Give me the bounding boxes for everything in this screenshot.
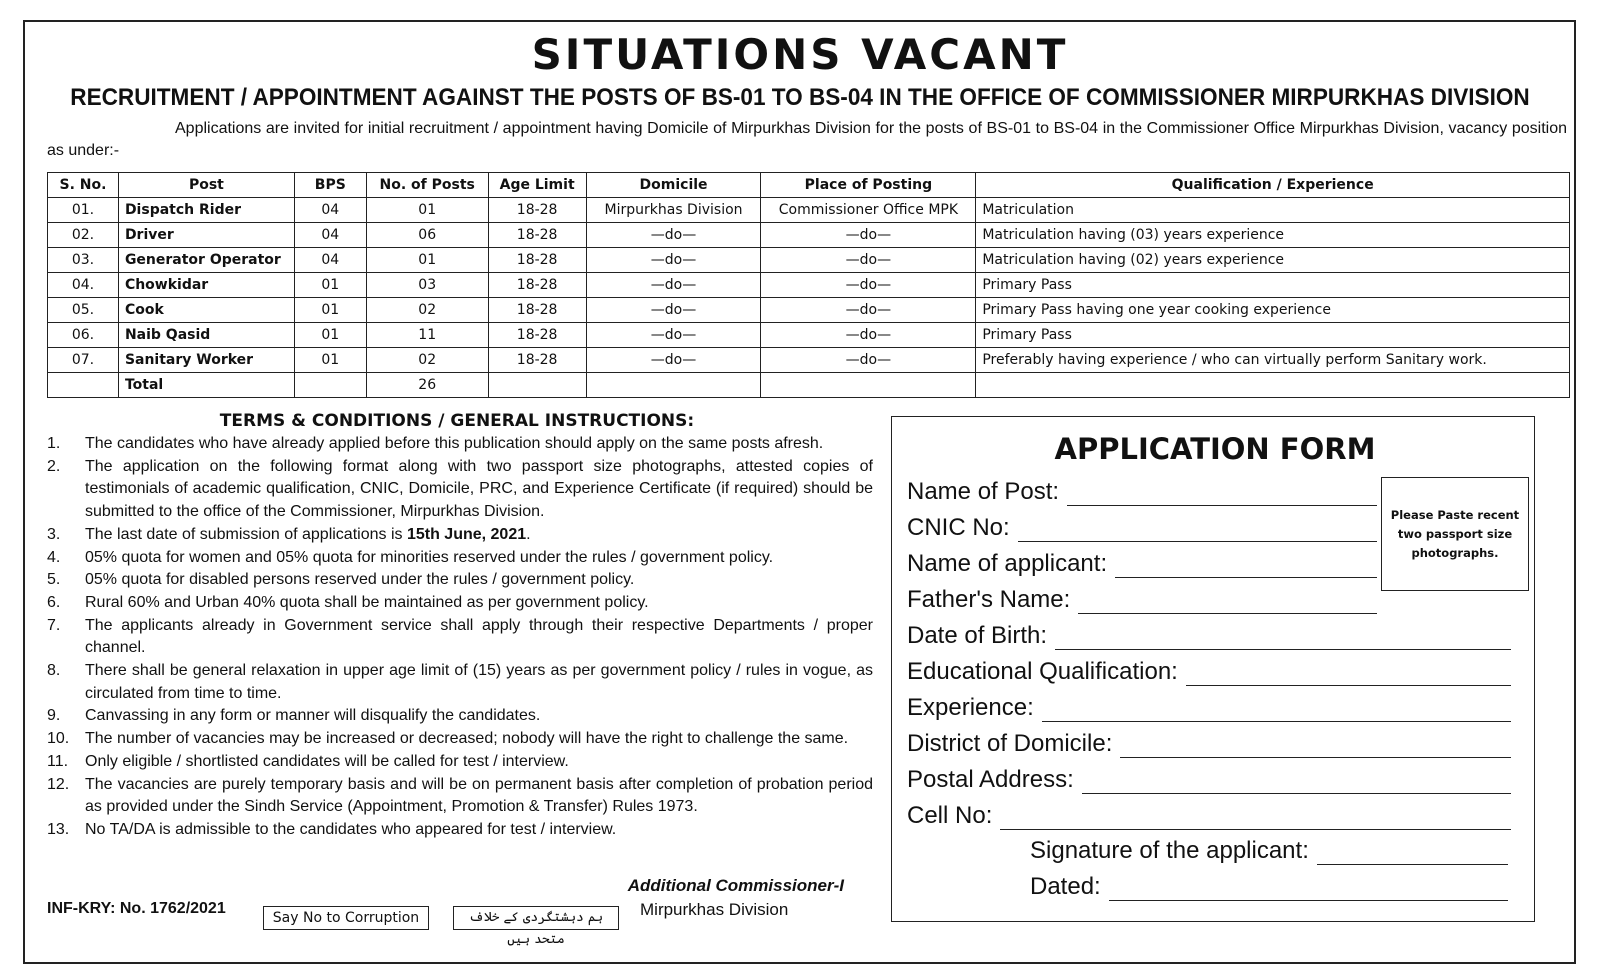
cell-posts: 01: [366, 198, 488, 223]
cell-sno: 04.: [48, 273, 119, 298]
term-number: 13.: [47, 820, 70, 838]
column-header: Qualification / Experience: [976, 173, 1570, 198]
table-row: [48, 248, 1570, 273]
cell-posting: —do—: [761, 273, 976, 298]
field-label: District of Domicile:: [907, 730, 1113, 757]
field-line: [1042, 697, 1511, 722]
term-item: [47, 774, 873, 819]
intro-paragraph: Applications are invited for initial recruitment / appointment having Domicile of Mirpurkhas Division for the posts of BS-01 to BS-04 in the Commissioner Office Mirpurkhas Division, vacancy position as under:-: [47, 120, 1567, 159]
field-label: Name of applicant:: [907, 550, 1108, 577]
term-item: [47, 615, 873, 660]
field-label: CNIC No:: [907, 514, 1010, 541]
field-line: [1000, 805, 1511, 830]
cell-posts: 02: [366, 348, 488, 373]
term-item: [47, 751, 873, 774]
cell-empty: [976, 373, 1570, 398]
term-text: The applicants already in Government service shall apply through their respective Departments / proper channel.: [85, 616, 873, 657]
cell-domicile: —do—: [586, 223, 761, 248]
cell-age: 18-28: [488, 223, 586, 248]
cell-sno: 01.: [48, 198, 119, 223]
field-line: [1055, 625, 1511, 650]
cell-posting: —do—: [761, 323, 976, 348]
cell-qualification: Primary Pass: [976, 273, 1570, 298]
field-label: Experience:: [907, 694, 1034, 721]
form-field-dob: [907, 618, 1511, 650]
field-line: [1067, 481, 1377, 506]
vacancy-table: [47, 172, 1570, 398]
page-title: SITUATIONS VACANT: [531, 30, 1069, 79]
term-text: 05% quota for disabled persons reserved under the rules / government policy.: [85, 571, 635, 589]
cell-empty: [586, 373, 761, 398]
form-field-domicile: [907, 726, 1511, 758]
cell-qualification: Matriculation having (03) years experience: [976, 223, 1570, 248]
table-row: [48, 298, 1570, 323]
cell-qualification: Primary Pass: [976, 323, 1570, 348]
cell-post: Cook: [118, 298, 294, 323]
term-text: Only eligible / shortlisted candidates will be called for test / interview.: [85, 752, 569, 770]
form-field-father-name: [907, 582, 1377, 614]
term-text: The application on the following format along with two passport size photographs, attested copies of testimonials of academic qualification, CNIC, Domicile, PRC, and Experience Certificate (if required) should be submitted to the office of the Commissioner, Mirpurkhas Division.: [85, 457, 873, 521]
column-header: BPS: [294, 173, 366, 198]
cell-domicile: —do—: [586, 298, 761, 323]
cell-posting: —do—: [761, 298, 976, 323]
cell-age: 18-28: [488, 348, 586, 373]
term-item: [47, 660, 873, 705]
cell-empty: [48, 373, 119, 398]
cell-domicile: —do—: [586, 248, 761, 273]
field-label: Dated:: [1030, 873, 1101, 900]
form-title: APPLICATION FORM: [1054, 432, 1376, 466]
form-field-address: [907, 762, 1511, 794]
field-line: [1317, 840, 1508, 865]
terms-list: [47, 433, 873, 842]
term-number: 11.: [47, 752, 69, 770]
form-field-experience: [907, 690, 1511, 722]
cell-domicile: —do—: [586, 348, 761, 373]
cell-bps: 01: [294, 323, 366, 348]
table-row: [48, 348, 1570, 373]
anti-corruption-stamp: Say No to Corruption: [263, 906, 429, 930]
term-text: Rural 60% and Urban 40% quota shall be maintained as per government policy.: [85, 593, 649, 611]
term-number: 4.: [47, 548, 61, 566]
cell-post: Driver: [118, 223, 294, 248]
terms-title: TERMS & CONDITIONS / GENERAL INSTRUCTIONS:: [219, 411, 695, 431]
cell-posts: 06: [366, 223, 488, 248]
term-text: The candidates who have already applied before this publication should apply on the same posts afresh.: [85, 435, 824, 452]
term-number: 9.: [47, 707, 61, 725]
field-label: Educational Qualification:: [907, 658, 1178, 685]
form-field-signature: [1030, 833, 1508, 865]
field-label: Name of Post:: [907, 478, 1060, 505]
form-field-dated: [1030, 869, 1508, 901]
table-row: [48, 323, 1570, 348]
cell-age: 18-28: [488, 298, 586, 323]
cell-post: Chowkidar: [118, 273, 294, 298]
cell-post: Dispatch Rider: [118, 198, 294, 223]
cell-empty: [488, 373, 586, 398]
cell-domicile: Mirpurkhas Division: [586, 198, 761, 223]
deadline-date: 15th June, 2021: [406, 525, 527, 543]
cell-domicile: —do—: [586, 323, 761, 348]
field-label: Cell No:: [907, 802, 993, 829]
field-line: [1018, 517, 1377, 542]
field-label: Father's Name:: [907, 586, 1071, 613]
column-header: Age Limit: [488, 173, 586, 198]
cell-posting: —do—: [761, 348, 976, 373]
term-item: [47, 819, 873, 842]
term-text: The vacancies are purely temporary basis and will be on permanent basis after completion of probation period as provided under the Sindh Service (Appointment, Promotion & Transfer) Rules 1973.: [85, 775, 873, 816]
field-label: Postal Address:: [907, 766, 1074, 793]
term-text: The number of vacancies may be increased or decreased; nobody will have the right to challenge the same.: [85, 730, 849, 748]
field-label: Signature of the applicant:: [1030, 837, 1309, 864]
signatory-title: Additional Commissioner-I: [627, 876, 844, 895]
signatory-office: Mirpurkhas Division: [640, 900, 789, 919]
table-total-row: [48, 373, 1570, 398]
term-item: [47, 728, 873, 751]
term-number: 2.: [47, 457, 61, 475]
term-item: [47, 456, 873, 524]
page-subtitle: RECRUITMENT / APPOINTMENT AGAINST THE POSTS OF BS-01 TO BS-04 IN THE OFFICE OF COMMISSIONER MIRPURKHAS DIVISION: [70, 84, 1530, 111]
cell-posting: —do—: [761, 248, 976, 273]
cell-empty: [294, 373, 366, 398]
cell-posting: Commissioner Office MPK: [761, 198, 976, 223]
term-text: No TA/DA is admissible to the candidates who appeared for test / interview.: [85, 820, 617, 838]
term-item: [47, 569, 873, 592]
table-row: [48, 198, 1570, 223]
form-field-post: [907, 474, 1377, 506]
field-line: [1120, 733, 1511, 758]
term-text-end: .: [526, 525, 531, 543]
field-line: [1109, 876, 1508, 901]
reference-number: INF-KRY: No. 1762/2021: [47, 900, 226, 917]
term-number: 7.: [47, 616, 61, 634]
term-number: 12.: [47, 775, 70, 793]
cell-bps: 01: [294, 298, 366, 323]
cell-posting: —do—: [761, 223, 976, 248]
cell-posts: 02: [366, 298, 488, 323]
field-label: Date of Birth:: [907, 622, 1048, 649]
cell-age: 18-28: [488, 198, 586, 223]
field-line: [1082, 769, 1511, 794]
cell-posts: 01: [366, 248, 488, 273]
cell-qualification: Matriculation having (02) years experience: [976, 248, 1570, 273]
column-header: No. of Posts: [366, 173, 488, 198]
field-line: [1078, 589, 1377, 614]
urdu-slogan-stamp: ہم دہشتگردی کے خلاف متحد ہیں: [453, 906, 619, 930]
field-line: [1186, 661, 1511, 686]
cell-sno: 06.: [48, 323, 119, 348]
term-number: 1.: [47, 435, 61, 452]
cell-posts: 03: [366, 273, 488, 298]
cell-sno: 03.: [48, 248, 119, 273]
cell-sno: 07.: [48, 348, 119, 373]
term-number: 10.: [47, 730, 70, 748]
term-number: 8.: [47, 662, 61, 680]
term-number: 3.: [47, 525, 61, 543]
cell-bps: 01: [294, 273, 366, 298]
column-header: Domicile: [586, 173, 761, 198]
column-header: S. No.: [48, 173, 119, 198]
cell-age: 18-28: [488, 273, 586, 298]
term-item: [47, 705, 873, 728]
cell-qualification: Matriculation: [976, 198, 1570, 223]
cell-post: Sanitary Worker: [118, 348, 294, 373]
term-item: [47, 524, 873, 547]
cell-posts: 11: [366, 323, 488, 348]
cell-bps: 04: [294, 198, 366, 223]
table-row: [48, 273, 1570, 298]
cell-sno: 02.: [48, 223, 119, 248]
cell-post: Generator Operator: [118, 248, 294, 273]
term-item: [47, 547, 873, 570]
cell-age: 18-28: [488, 248, 586, 273]
term-number: 6.: [47, 593, 61, 611]
table-header-row: [48, 173, 1570, 198]
cell-sno: 05.: [48, 298, 119, 323]
term-text: There shall be general relaxation in upper age limit of (15) years as per government policy / rules in vogue, as circulated from time to time.: [85, 662, 873, 702]
total-label: Total: [118, 373, 294, 398]
column-header: Post: [118, 173, 294, 198]
term-number: 5.: [47, 571, 61, 589]
form-field-cnic: [907, 510, 1377, 542]
photo-placeholder: Please Paste recent two passport size photographs.: [1381, 477, 1529, 591]
term-item: [47, 592, 873, 615]
term-text: Canvassing in any form or manner will disqualify the candidates.: [85, 707, 541, 725]
cell-age: 18-28: [488, 323, 586, 348]
form-field-cell: [907, 798, 1511, 830]
cell-qualification: Preferably having experience / who can virtually perform Sanitary work.: [976, 348, 1570, 373]
cell-bps: 04: [294, 248, 366, 273]
cell-empty: [761, 373, 976, 398]
cell-bps: 04: [294, 223, 366, 248]
form-field-education: [907, 654, 1511, 686]
cell-post: Naib Qasid: [118, 323, 294, 348]
field-line: [1115, 553, 1377, 578]
form-field-applicant-name: [907, 546, 1377, 578]
term-item: [47, 433, 873, 456]
column-header: Place of Posting: [761, 173, 976, 198]
total-value: 26: [366, 373, 488, 398]
term-text: The last date of submission of applications is: [85, 525, 407, 543]
cell-qualification: Primary Pass having one year cooking experience: [976, 298, 1570, 323]
table-row: [48, 223, 1570, 248]
cell-bps: 01: [294, 348, 366, 373]
cell-domicile: —do—: [586, 273, 761, 298]
term-text: 05% quota for women and 05% quota for minorities reserved under the rules / government policy.: [85, 548, 774, 566]
